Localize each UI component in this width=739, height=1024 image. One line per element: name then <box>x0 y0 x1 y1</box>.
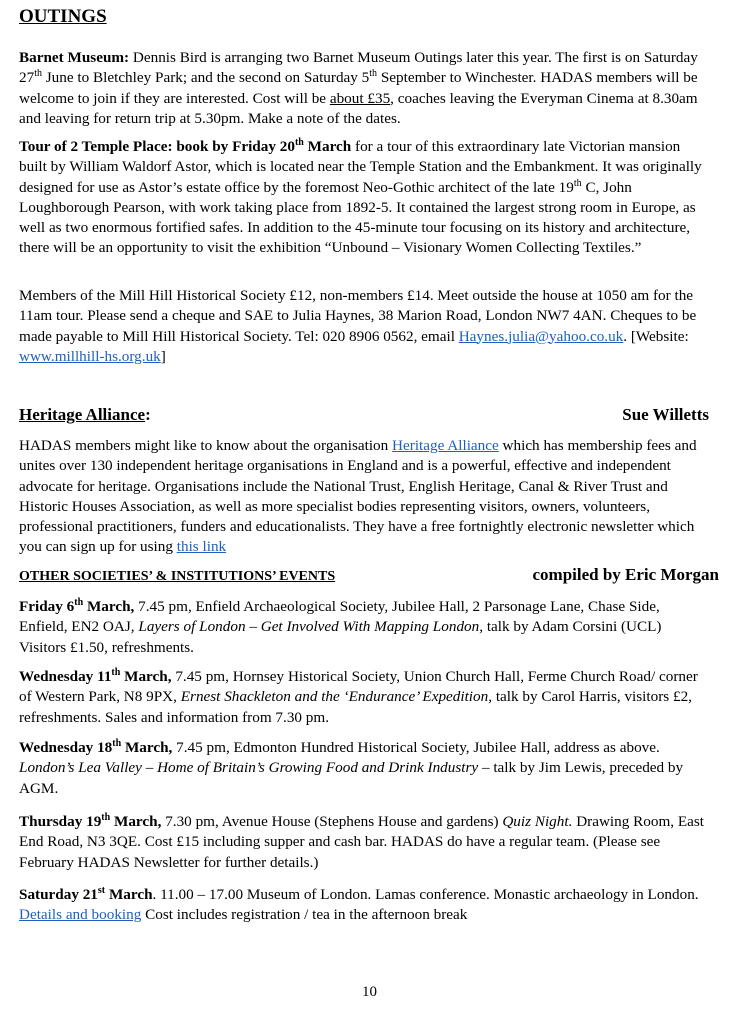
event-title: Layers of London – Get Involved With Mapping London, <box>138 618 484 636</box>
heritage-paragraph: HADAS members might like to know about the organisation Heritage Alliance which has membership fees and unites over 130 independent heritage organisations in England and is a powerful, effective and independent advocate for heritage. Organisations include the National Trust, English Heritage, Canal & River Trust and Historic Houses Association, as well as more specialist bodies representing visitors, owners, volunteers, professional practitioners, funders and educationalists. They have a free fortnightly electronic newsletter which you can sign up for using this link <box>19 437 697 556</box>
event-item: Thursday 19th March, 7.30 pm, Avenue House (Stephens House and gardens) Quiz Night. Drawing Room, East End Road, N3 3QE. Cost £15 including supper and cash bar. HADAS do have a regular team. (Please see February HADAS Newsletter for further details.) <box>19 811 704 871</box>
event-date: Saturday 21st March <box>19 884 153 903</box>
heritage-author: Sue Willetts <box>622 405 709 424</box>
temple-place-label: Tour of 2 Temple Place: book by Friday 20th March <box>19 136 352 155</box>
event-item: Saturday 21st March. 11.00 – 17.00 Museum of London. Lamas conference. Monastic archaeology in London. Details and booking Cost includes registration / tea in the afternoon break <box>19 884 699 924</box>
barnet-museum-paragraph: Barnet Museum: Dennis Bird is arranging two Barnet Museum Outings later this year. The first is on Saturday 27th June to Bletchley Park; and the second on Saturday 5th September to Winchester. HADAS members will be welcome to join if they are interested. Cost will be about £35, coaches leaving the Everyman Cinema at 8.30am and leaving for return trip at 5.30pm. Make a note of the dates. <box>19 49 698 127</box>
event-title: Quiz Night. <box>502 813 573 830</box>
website-link[interactable]: www.millhill-hs.org.uk <box>19 347 161 365</box>
page-number: 10 <box>362 984 377 1000</box>
event-date: Wednesday 11th March, <box>19 666 172 685</box>
event-title: London’s Lea Valley – Home of Britain’s Growing Food and Drink Industry <box>19 759 479 777</box>
event-item: Friday 6th March, 7.45 pm, Enfield Archaeological Society, Jubilee Hall, 2 Parsonage Lane, Chase Side, Enfield, EN2 OAJ, Layers of London – Get Involved With Mapping London, talk by Adam Corsini (UCL) Visitors £1.50, refreshments. <box>19 596 662 656</box>
heritage-alliance-link[interactable]: Heritage Alliance <box>392 437 499 454</box>
barnet-museum-label: Barnet Museum: <box>19 49 130 66</box>
temple-place-paragraph: Tour of 2 Temple Place: book by Friday 20th March for a tour of this extraordinary late Victorian mansion built by William Waldorf Astor, which is located near the Temple Station and the Embankment. It was originally designed for use as Astor’s estate office by the foremost Neo-Gothic architect of the late 19th C, John Loughborough Pearson, with work taking place from 1892-5. It contained the largest strong room in Europe, as well as two enormous fortified safes. In addition to the 45-minute tour focusing on its history and architecture, there will be an opportunity to visit the exhibition “Unbound – Visionary Women Collecting Textiles.” <box>19 136 702 257</box>
events-compiler: compiled by Eric Morgan <box>532 565 719 584</box>
heritage-heading-row: Heritage Alliance: Sue Willetts <box>19 405 709 424</box>
email-link[interactable]: Haynes.julia@yahoo.co.uk <box>458 327 624 345</box>
details-booking-link[interactable]: Details and booking <box>19 906 142 924</box>
event-date: Friday 6th March, <box>19 596 135 615</box>
events-heading: OTHER SOCIETIES’ & INSTITUTIONS’ EVENTS <box>19 569 336 584</box>
event-item: Wednesday 11th March, 7.45 pm, Hornsey Historical Society, Union Church Hall, Ferme Church Road/ corner of Western Park, N8 9PX, Ernest Shackleton and the ‘Endurance’ Expedition, talk by Carol Harris, visitors £2, refreshments. Sales and information from 7.30 pm. <box>19 666 698 726</box>
events-heading-row <box>19 565 719 585</box>
outings-heading: OUTINGS <box>19 6 107 27</box>
heritage-alliance-heading: Heritage Alliance <box>19 405 146 424</box>
event-title: Ernest Shackleton and the ‘Endurance’ Expedition, <box>180 688 493 706</box>
members-paragraph: Members of the Mill Hill Historical Society £12, non-members £14. Meet outside the house at 1050 am for the 11am tour. Please send a cheque and SAE to Julia Haynes, 38 Marion Road, London NW7 4AN. Cheques to be made payable to Mill Hill Historical Society. Tel: 020 8906 0562, email Haynes.julia@yahoo.co.uk. [Website: www.millhill-hs.org.uk] <box>19 287 697 365</box>
event-date: Thursday 19th March, <box>19 811 162 830</box>
event-date: Wednesday 18th March, <box>19 737 173 756</box>
cost-text: about £35 <box>329 89 391 107</box>
this-link[interactable]: this link <box>176 538 227 556</box>
event-item: Wednesday 18th March, 7.45 pm, Edmonton Hundred Historical Society, Jubilee Hall, address as above. London’s Lea Valley – Home of Britain’s Growing Food and Drink Industry – talk by Jim Lewis, preceded by AGM. <box>19 737 684 797</box>
